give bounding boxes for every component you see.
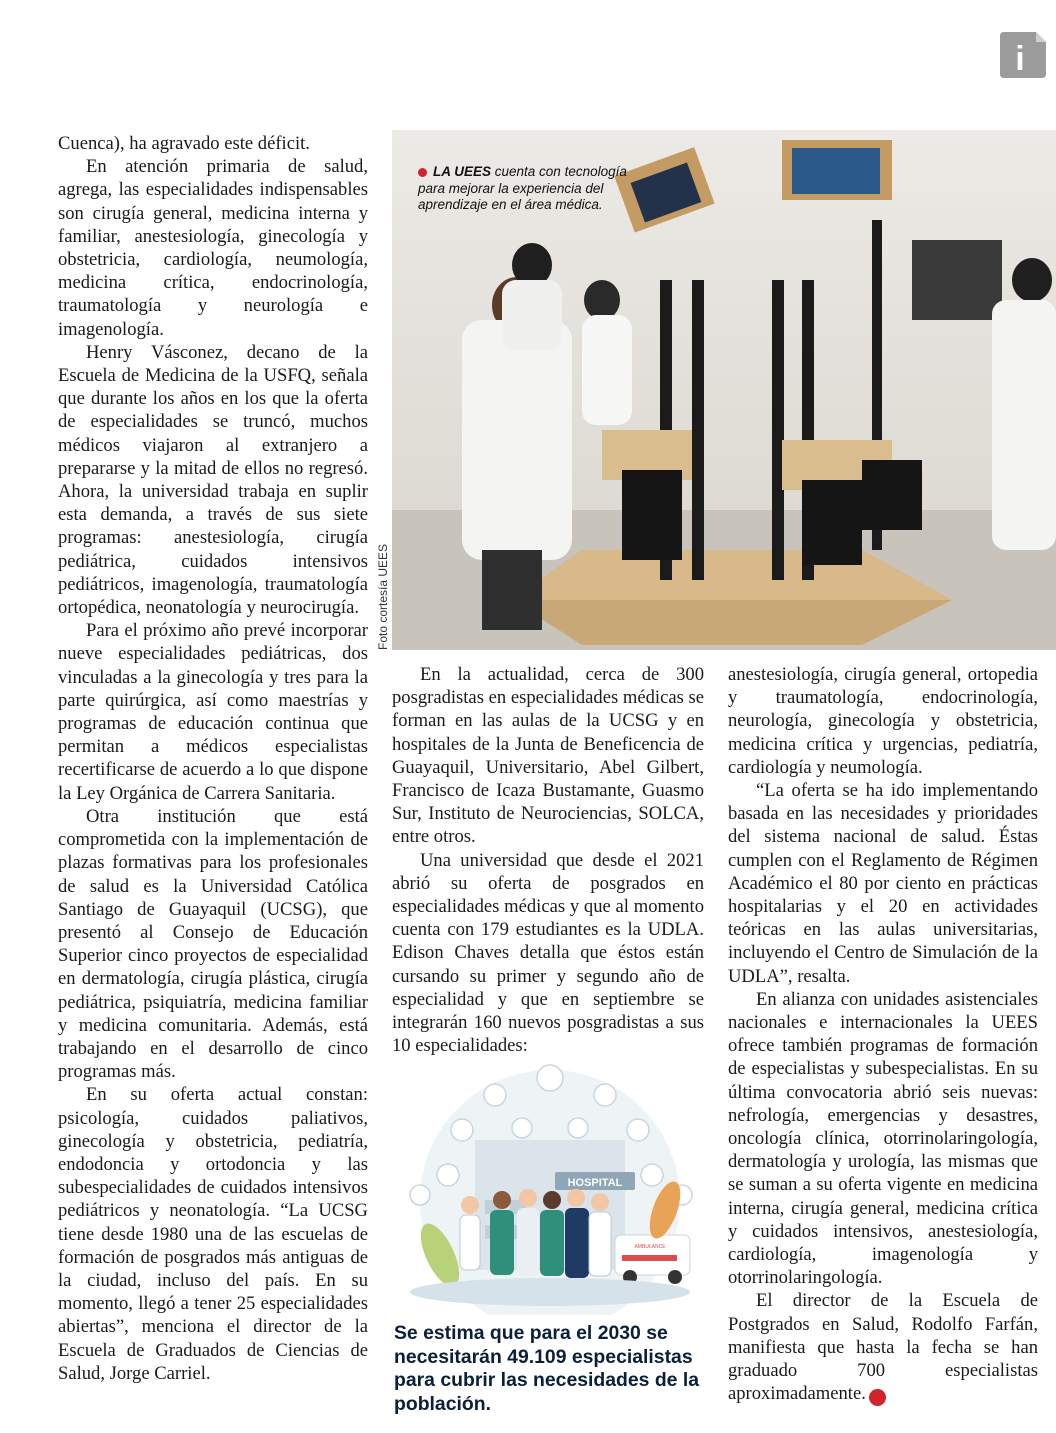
hospital-staff-illustration [400, 1060, 700, 1315]
hospital-sign: HOSPITAL [567, 1177, 623, 1189]
paragraph: Otra institución que está comprometida con la implementación de plazas formativas para los profesionales de salud es la Universidad Católica Santiago de Guayaquil (UCSG), que presentó al Consejo de Educación Superior cinco proyectos de especialidad en dermatología, cirugía plástica, cirugía pediátrica, psiquiatría, medicina familiar y medicina comunitaria. Además, está trabajando en el desarrollo de cinco programas más. [58, 805, 368, 1083]
section-icon-letter: i [1015, 40, 1025, 78]
ambulance-text: AMBULANCE [634, 1244, 666, 1250]
article-column-1 [58, 132, 368, 1385]
paragraph: En atención primaria de salud, agrega, las especialidades indispensables son cirugía general, medicina interna y familiar, anestesiología, ginecología y obstetricia, cardiología, neumología, medicina crítica, endocrinología, traumatología y neurología e imagenología. [58, 156, 368, 340]
article-column-3 [728, 663, 1038, 1406]
info-section-icon [998, 28, 1048, 80]
caption-text: cuenta con tecnología para mejorar la experiencia del aprendizaje en el área médica. [418, 164, 627, 212]
paragraph: “La oferta se ha ido implementando basada en las necesidades y prioridades del sistema nacional de salud. Éstas cumplen con el Reglamento de Régimen Académico el 80 por ciento en prácticas hospitalarias y el 20 en actividades teóricas en las aulas universitarias, incluyendo el Centro de Simulación de la UDLA”, resalta. [728, 780, 1038, 987]
paragraph: anestesiología, cirugía general, ortopedia y traumatología, endocrinología, neurología, ginecología y obstetricia, medicina crítica y urgencias, pediatría, cardiología y neumología. [728, 664, 1038, 778]
paragraph: Cuenca), ha agravado este déficit. [58, 133, 310, 154]
paragraph [728, 1289, 1038, 1406]
paragraph: Para el próximo año prevé incorporar nueve especialidades pediátricas, dos vinculadas a la ginecología y tres para la parte quirúrgica, así como maestrías y programas de educación continua que permitan a médicos especialistas recertificarse de acuerdo a lo que dispone la Ley Orgánica de Carrera Sanitaria. [58, 620, 368, 804]
end-of-article-icon: E [869, 1389, 886, 1406]
paragraph: Henry Vásconez, decano de la Escuela de Medicina de la USFQ, señala que durante los años en los que la oferta de especialidades se truncó, muchos médicos viajaron al extranjero a prepararse y la mitad de ellos no regresó. Ahora, la universidad trabaja en suplir esta demanda, a través de sus siete programas: anestesiología, cirugía pediátrica, cuidados intensivos pediátricos, imagenología, traumatología ortopédica, neonatología y neurocirugía. [58, 341, 368, 619]
paragraph: En su oferta actual constan: psicología, cuidados paliativos, ginecología y obstetricia, pediatría, endodoncia y ortodoncia y las subespecialidades de cuidados intensivos pediátricos y neonatología. “La UCSG tiene desde 1980 una de las escuelas de formación de posgrados más antiguas de la ciudad, incluso del país. En su momento, llegó a tener 25 especialidades abiertas”, menciona el director de la Escuela de Graduados de Ciencias de Salud, Jorge Carriel. [58, 1084, 368, 1384]
paragraph-text: El director de la Escuela de Postgrados en Salud, Rodolfo Farfán, manifiesta que hasta la fecha se han graduado 700 especialistas aproximadamente. [728, 1290, 1038, 1405]
photo-credit: Foto cortesía UEES [376, 543, 390, 650]
paragraph: Una universidad que desde el 2021 abrió su oferta de posgrados en especialidades médicas y que al momento cuenta con 179 estudiantes es la UDLA. Edison Chaves detalla que éstos están cursando su primer y segundo año de especialidad y que en septiembre se integrarán 160 nuevos posgradistas a sus 10 especialidades: [392, 849, 704, 1057]
caption-bullet-icon [418, 168, 427, 177]
pull-quote: Se estima que para el 2030 se necesitarán 49.109 especialistas para cubrir las necesidades de la población. [394, 1322, 700, 1415]
caption-lead: LA UEES [433, 164, 492, 179]
paragraph: En alianza con unidades asistenciales nacionales e internacionales la UEES ofrece también programas de formación de especialistas y subespecialistas. En su última convocatoria abrió seis nuevas: nefrología, emergencias y desastres, oncología clínica, otorrinolaringología, dermatología y urología, las mismas que se suman a su oferta vigente en medicina interna, cirugía general, medicina crítica y cuidados intensivos, anestesiología, cardiología, imagenología y otorrinolaringología. [728, 988, 1038, 1289]
photo-caption [418, 164, 643, 214]
article-column-2 [392, 663, 704, 1057]
paragraph: En la actualidad, cerca de 300 posgradistas en especialidades médicas se forman en las aulas de la UCSG y en hospitales de la Junta de Beneficencia de Guayaquil, Universitario, Abel Gilbert, Francisco de Icaza Bustamante, Guasmo Sur, Instituto de Neurociencias, SOLCA, entre otros. [392, 664, 704, 848]
